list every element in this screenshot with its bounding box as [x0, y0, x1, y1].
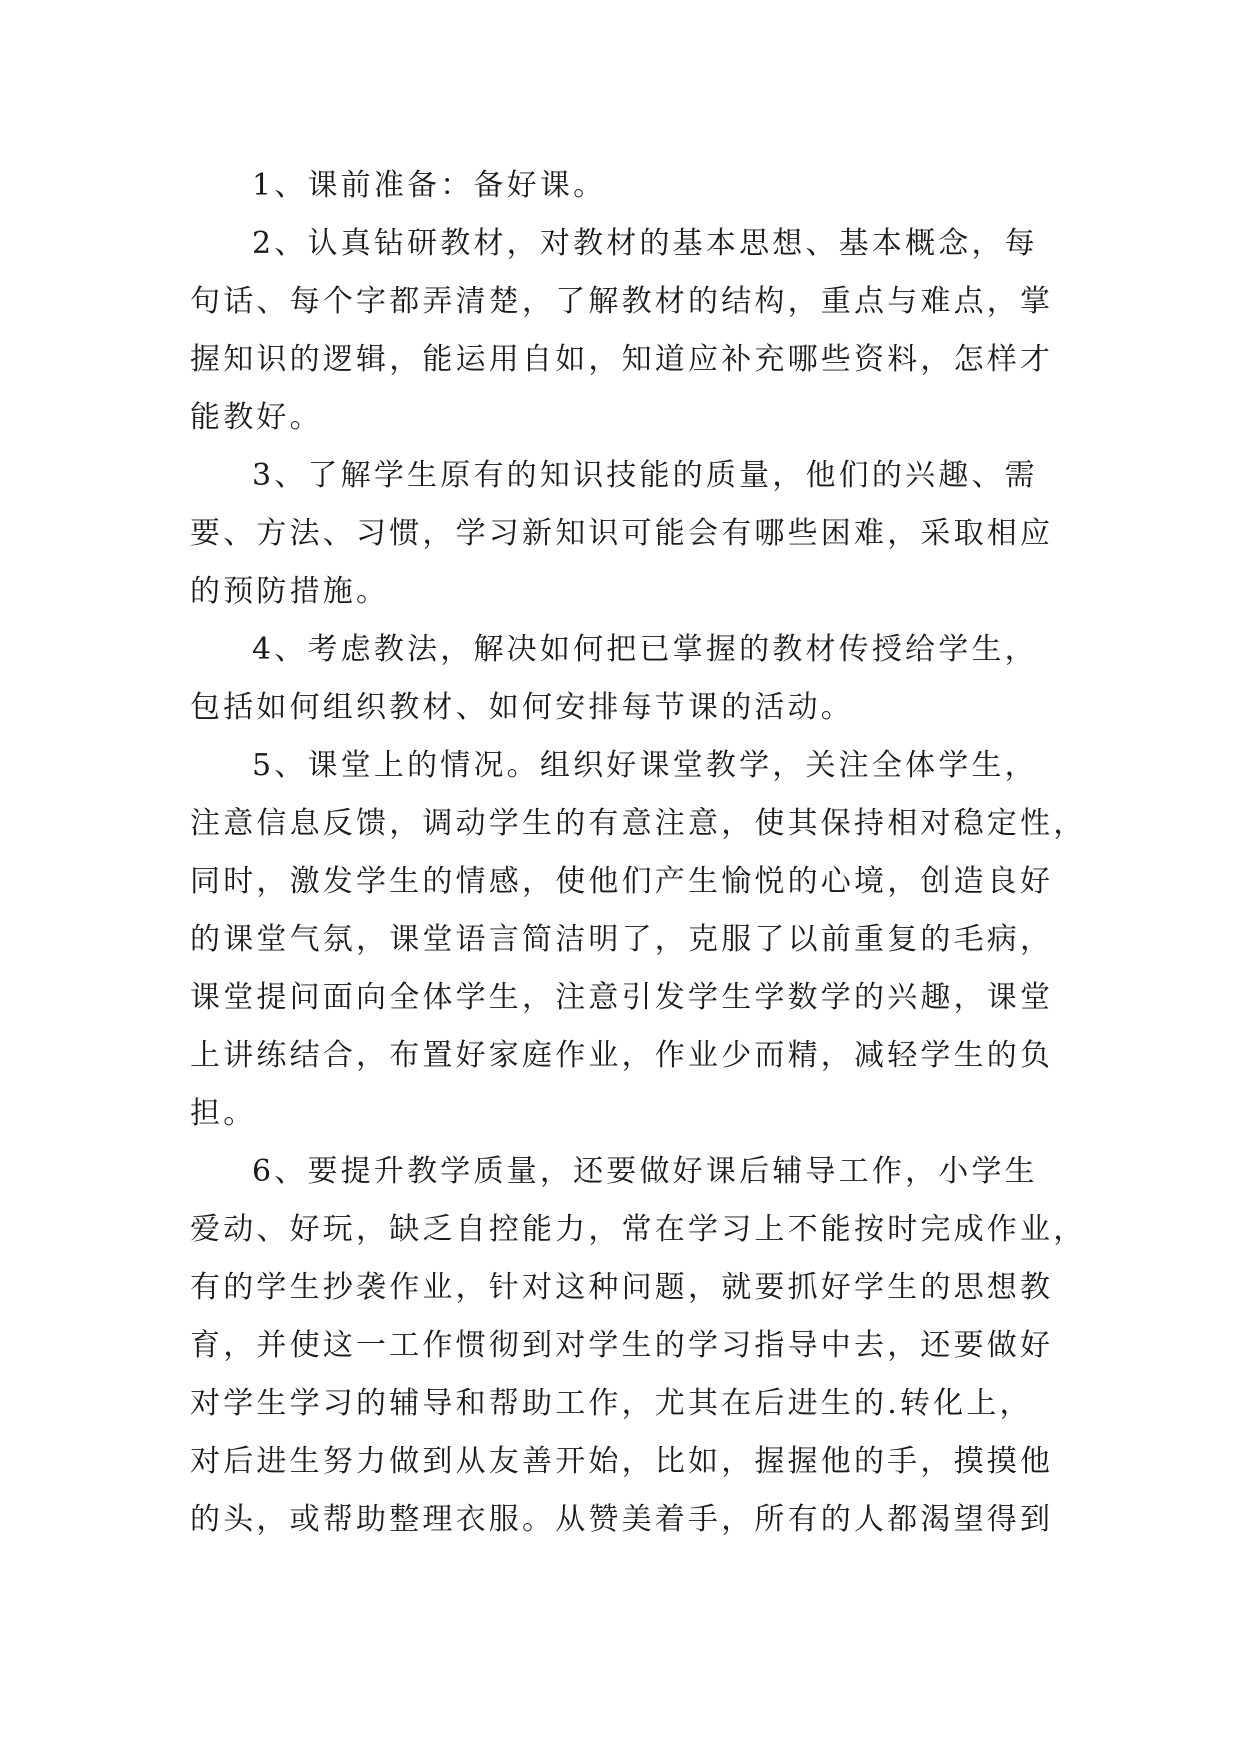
paragraph-6-line-7: 的头，或帮助整理衣服。从赞美着手，所有的人都渴望得到	[190, 1502, 1054, 1537]
document-body	[190, 157, 1087, 1549]
paragraph-2-line-2: 句话、每个字都弄清楚，了解教材的结构，重点与难点，掌	[190, 284, 1054, 319]
paragraph-5-line-1: 5、课堂上的情况。组织好课堂教学，关注全体学生，	[252, 748, 1038, 783]
paragraph-3-line-3: 的预防措施。	[190, 574, 390, 609]
paragraph-5-line-4: 的课堂气氛，课堂语言简洁明了，克服了以前重复的毛病，	[190, 922, 1054, 957]
paragraph-6-line-4: 育，并使这一工作惯彻到对学生的学习指导中去，还要做好	[190, 1328, 1054, 1363]
paragraph-6-line-2: 爱动、好玩，缺乏自控能力，常在学习上不能按时完成作业，	[190, 1212, 1087, 1247]
paragraph-4-line-2: 包括如何组织教材、如何安排每节课的活动。	[190, 690, 854, 725]
paragraph-6-line-3: 有的学生抄袭作业，针对这种问题，就要抓好学生的思想教	[190, 1270, 1054, 1305]
paragraph-2-line-1: 2、认真钻研教材，对教材的基本思想、基本概念，每	[252, 226, 1038, 261]
paragraph-6-line-1: 6、要提升教学质量，还要做好课后辅导工作，小学生	[252, 1154, 1038, 1189]
paragraph-3-line-2: 要、方法、习惯，学习新知识可能会有哪些困难，采取相应	[190, 516, 1054, 551]
paragraph-2-line-4: 能教好。	[190, 400, 323, 435]
paragraph-6-line-6: 对后进生努力做到从友善开始，比如，握握他的手，摸摸他	[190, 1444, 1054, 1479]
paragraph-3-line-1: 3、了解学生原有的知识技能的质量，他们的兴趣、需	[252, 458, 1038, 493]
paragraph-4-line-1: 4、考虑教法，解决如何把已掌握的教材传授给学生，	[252, 632, 1038, 667]
paragraph-5-line-5: 课堂提问面向全体学生，注意引发学生学数学的兴趣，课堂	[190, 980, 1054, 1015]
paragraph-5-line-2: 注意信息反馈，调动学生的有意注意，使其保持相对稳定性，	[190, 806, 1087, 841]
paragraph-5-line-7: 担。	[190, 1096, 257, 1131]
paragraph-5-line-6: 上讲练结合，布置好家庭作业，作业少而精，减轻学生的负	[190, 1038, 1054, 1073]
paragraph-5-line-3: 同时，激发学生的情感，使他们产生愉悦的心境，创造良好	[190, 864, 1054, 899]
paragraph-6-line-5: 对学生学习的辅导和帮助工作，尤其在后进生的.转化上，	[190, 1386, 1033, 1421]
paragraph-1-line-1: 1、课前准备：备好课。	[252, 168, 607, 203]
paragraph-2-line-3: 握知识的逻辑，能运用自如，知道应补充哪些资料，怎样才	[190, 342, 1054, 377]
